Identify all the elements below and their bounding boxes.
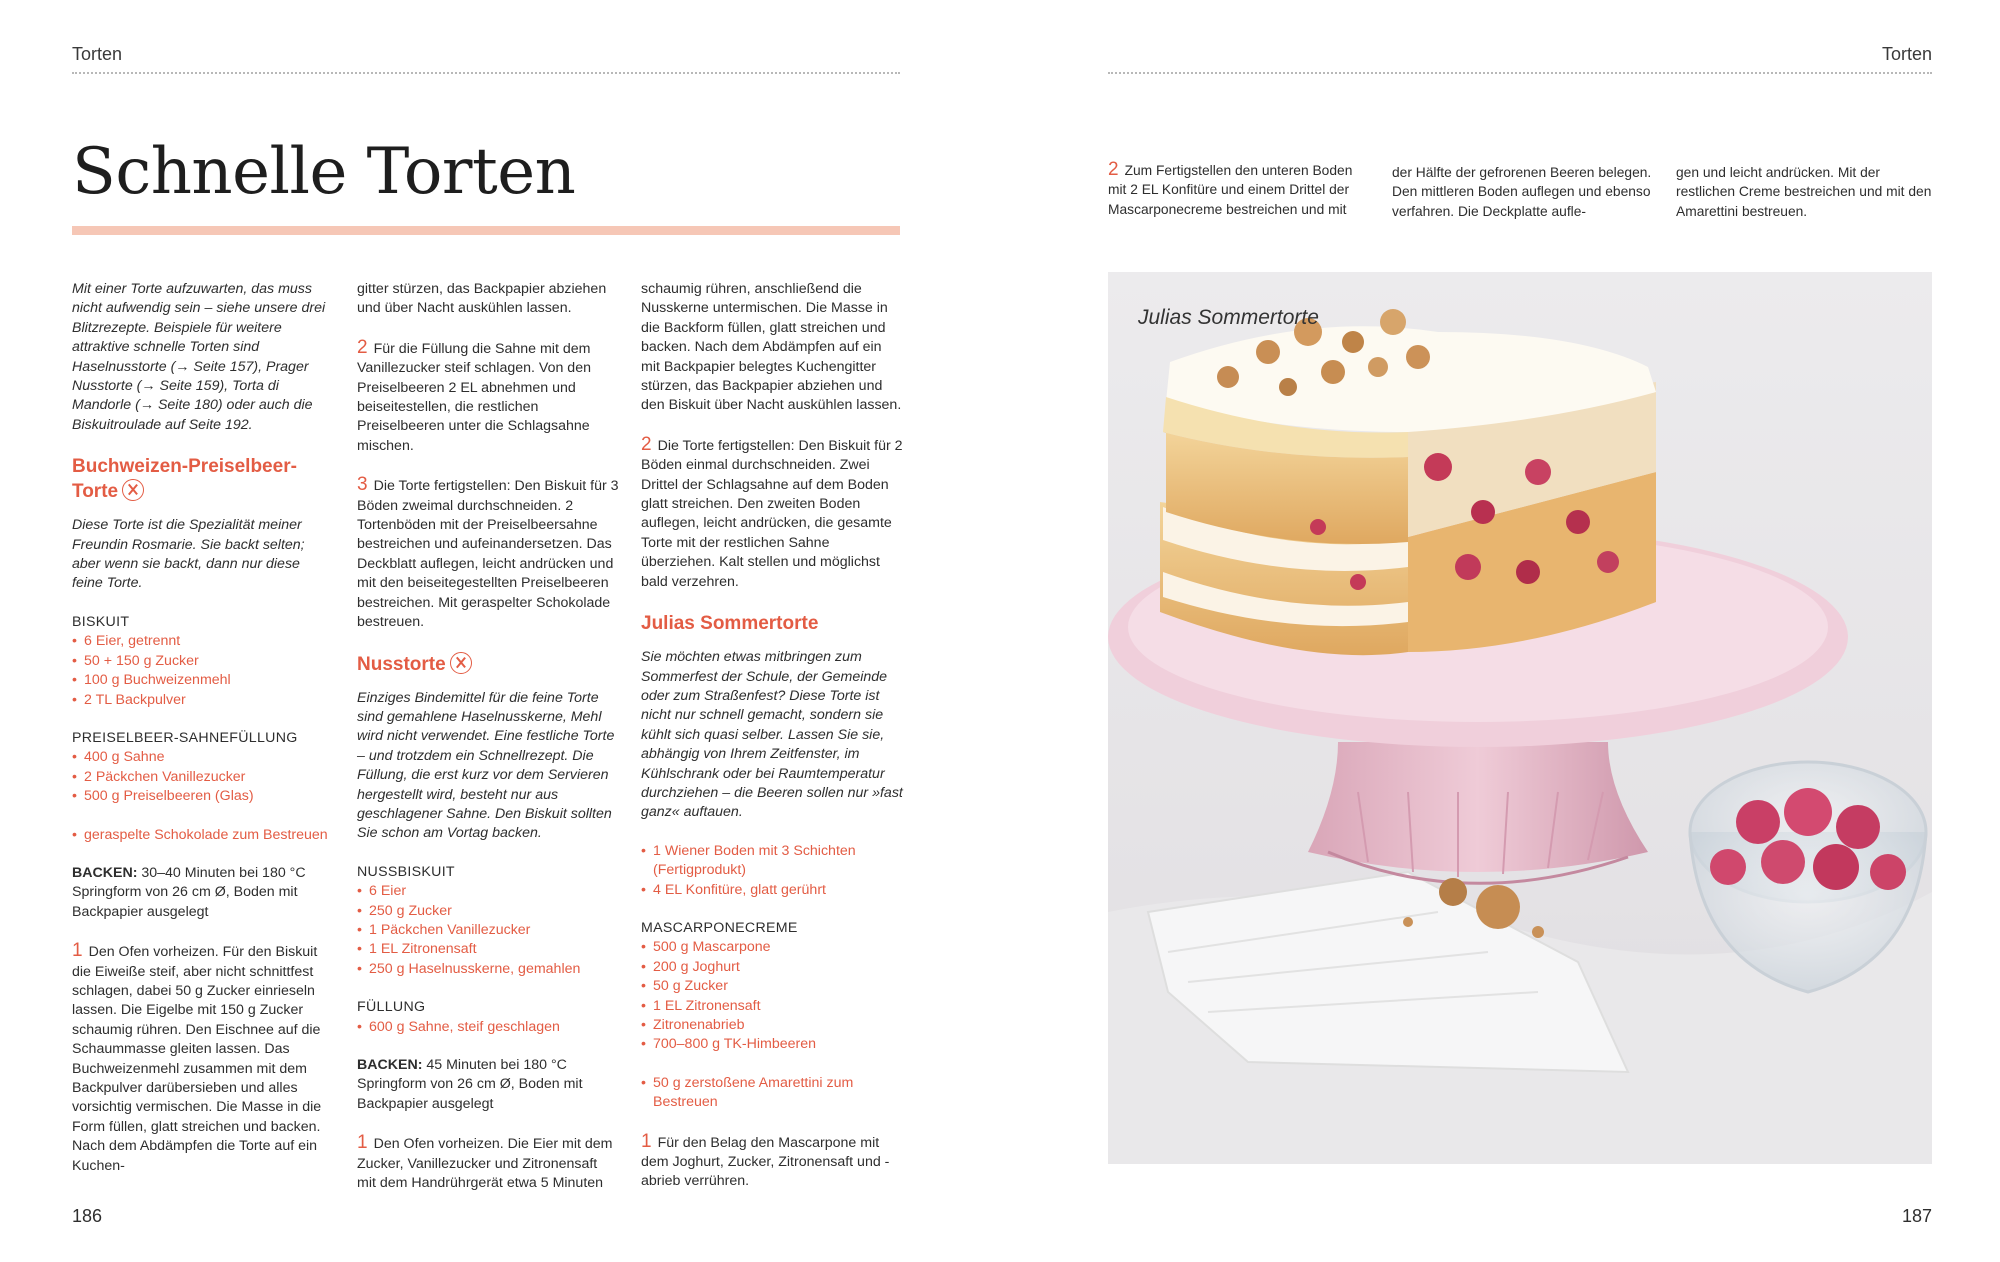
step-column-3: gen und leicht andrücken. Mit der restlichen Creme bestreichen und mit den Amarettini bestreuen. xyxy=(1676,165,1932,219)
ingredient-item: • 50 g Zucker xyxy=(641,977,903,996)
step-text: Zum Fertigstellen den unteren Boden mit 2 EL Konfitüre und einem Drittel der Mascarponecreme bestreichen und mit xyxy=(1108,163,1353,217)
ingredient-list xyxy=(72,748,330,806)
ingredient-list xyxy=(641,1074,903,1113)
ingredient-item: • 50 + 150 g Zucker xyxy=(72,652,330,671)
ingredient-item: • 500 g Preiselbeeren (Glas) xyxy=(72,787,330,806)
step-text: Für die Füllung die Sahne mit dem Vanillezucker steif schlagen. Von den Preiselbeeren 2 EL abnehmen und beiseitestellen, die restlichen Preiselbeeren unter die Schlagsahne mischen. xyxy=(357,340,591,454)
ingredient-item: • 400 g Sahne xyxy=(72,748,330,767)
ingredient-item: • 600 g Sahne, steif geschlagen xyxy=(357,1018,619,1037)
page-number-left: 186 xyxy=(72,1206,103,1226)
ingredient-item: • 6 Eier, getrennt xyxy=(72,632,330,651)
quick-recipe-icon xyxy=(450,652,472,674)
recipe-intro: Diese Torte ist die Spezialität meiner Freundin Rosmarie. Sie backt selten; aber wenn sie backt, dann nur diese feine Torte. xyxy=(72,517,305,592)
ingredient-list xyxy=(357,1018,619,1037)
ingredient-item: • 2 Päckchen Vanillezucker xyxy=(72,768,330,787)
step-text: Für den Belag den Mascarpone mit dem Joghurt, Zucker, Zitronensaft und -abrieb verrühren. xyxy=(641,1134,890,1190)
step-number: 3 xyxy=(357,474,368,496)
baking-text: 30–40 Minuten bei 180 °C Springform von 26 cm Ø, Boden mit Backpapier ausgelegt xyxy=(72,864,306,920)
recipe-intro: Einziges Bindemittel für die feine Torte sind gemahlene Haselnusskerne, Mehl wird nicht verwendet. Eine festliche Torte – und trotzdem ein Schnellrezept. Die Füllung, die erst kurz vor dem Servieren hergestellt wird, besteht nur aus geschlagener Sahne. Den Biskuit sollten Sie schon am Vortag backen. xyxy=(357,689,615,842)
baking-info xyxy=(357,1056,619,1114)
cake-photo xyxy=(1108,272,1932,1164)
step-number: 1 xyxy=(641,1130,652,1152)
page-title: Schnelle Torten xyxy=(72,135,576,209)
step-number: 2 xyxy=(641,433,652,455)
step-number: 1 xyxy=(72,940,83,962)
ingredient-heading: FÜLLUNG xyxy=(357,999,426,1016)
step xyxy=(357,1133,619,1193)
ingredient-item: • geraspelte Schokolade zum Bestreuen xyxy=(72,826,330,845)
ingredient-item: • 700–800 g TK-Himbeeren xyxy=(641,1035,903,1054)
running-head-left: Torten xyxy=(72,44,123,64)
title-underline xyxy=(72,226,900,235)
recipe-intro: Sie möchten etwas mitbringen zum Sommerfest der Schule, der Gemeinde oder zum Straßenfest? Diese Torte ist nicht nur schnell gemacht, sondern sie kühlt sich quasi selber. Lassen Sie sie, abhängig von Ihrem Zeitfenster, im Kühlschrank oder bei Raumtemperatur durchziehen – die Beeren sollen nur »fast ganz« auftauen. xyxy=(641,649,903,821)
ingredient-list xyxy=(641,938,903,1054)
baking-info xyxy=(72,864,330,922)
recipe-title-sommertorte: Julias Sommertorte xyxy=(641,613,819,635)
step xyxy=(641,1132,903,1192)
ingredient-list xyxy=(357,882,619,979)
ingredient-item: • 250 g Zucker xyxy=(357,902,619,921)
baking-label: BACKEN: xyxy=(72,864,138,881)
ingredient-item: • 100 g Buchweizenmehl xyxy=(72,671,330,690)
ingredient-heading: BISKUIT xyxy=(72,613,130,630)
ingredient-item: • 6 Eier xyxy=(357,882,619,901)
baking-label: BACKEN: xyxy=(357,1057,423,1073)
ingredient-list xyxy=(72,632,330,710)
text-column-3 xyxy=(641,280,903,1211)
ingredient-heading: PREISELBEER-SAHNEFÜLLUNG xyxy=(72,729,298,746)
ingredient-item: • 1 EL Zitronensaft xyxy=(357,940,619,959)
ingredient-item: • 200 g Joghurt xyxy=(641,958,903,977)
continued-text: gitter stürzen, das Backpapier abziehen und über Nacht auskühlen lassen. xyxy=(357,281,607,317)
step-number: 2 xyxy=(1108,159,1119,180)
ingredient-item: • 50 g zerstoßene Amarettini zum Bestreuen xyxy=(641,1074,903,1113)
recipe-title-text: Nusstorte xyxy=(357,653,446,675)
continued-text: schaumig rühren, anschließend die Nusskerne untermischen. Die Masse in die Backform füllen, glatt streichen und backen. Nach dem Abdämpfen auf ein mit Backpapier belegtes Kuchengitter stürzen, das Backpapier abziehen und den Biskuit über Nacht auskühlen lassen. xyxy=(641,281,902,414)
text-column-2 xyxy=(357,280,619,1212)
step-text: Den Ofen vorheizen. Für den Biskuit die Eiweiße steif, aber nicht schnittfest schlagen, dabei 50 g Zucker einrieseln lassen. Die Eigelbe mit 150 g Zucker schaumig rühren. Den Eischnee auf die Schaummasse gleiten lassen. Das Buchweizenmehl zusammen mit dem Backpulver darübersieben und alles vorsichtig vermischen. Die Masse in die Form füllen, glatt streichen und backen. Nach dem Abdämpfen die Torte auf ein Kuchen- xyxy=(72,944,322,1174)
step-text: Den Ofen vorheizen. Die Eier mit dem Zucker, Vanillezucker und Zitronensaft mit dem Handrührgerät etwa 5 Minuten xyxy=(357,1136,613,1192)
step xyxy=(641,435,903,592)
quick-recipe-icon xyxy=(122,479,144,501)
recipe-title-buchweizen xyxy=(72,454,330,504)
ingredient-heading: NUSSBISKUIT xyxy=(357,863,455,880)
step-text: Die Torte fertigstellen: Den Biskuit für 3 Böden zweimal durchschneiden. 2 Tortenböden mit der Preiselbeersahne bestreichen und aufeinandersetzen. Das Deckblatt auflegen, leicht andrücken und mit den beiseitegestellten Preiselbeeren bestreichen. Mit geraspelter Schokolade bestreuen. xyxy=(357,478,619,631)
step xyxy=(357,475,619,632)
ingredient-heading: MASCARPONECREME xyxy=(641,919,798,936)
recipe-title-text: Buchweizen-Preiselbeer-Torte xyxy=(72,456,297,503)
page-number-right: 187 xyxy=(1901,1206,1932,1226)
step-column-1 xyxy=(1108,160,1370,219)
recipe-title-nusstorte xyxy=(357,652,619,677)
step xyxy=(72,941,330,1176)
header-divider-left xyxy=(72,72,900,74)
ingredient-item: • 2 TL Backpulver xyxy=(72,691,330,710)
header-divider-right xyxy=(1108,72,1932,74)
ingredient-item: • 500 g Mascarpone xyxy=(641,938,903,957)
step-number: 2 xyxy=(357,336,368,358)
ingredient-item: • 250 g Haselnusskerne, gemahlen xyxy=(357,960,619,979)
ingredient-item: • 1 Päckchen Vanillezucker xyxy=(357,921,619,940)
ingredient-item: • Zitronenabrieb xyxy=(641,1016,903,1035)
ingredient-item: • 1 EL Zitronensaft xyxy=(641,997,903,1016)
step xyxy=(357,338,619,456)
ingredient-item: • 4 EL Konfitüre, glatt gerührt xyxy=(641,881,903,900)
text-column-1 xyxy=(72,280,330,1195)
ingredient-list xyxy=(641,842,903,900)
step-number: 1 xyxy=(357,1132,368,1154)
step-column-2: der Hälfte der gefrorenen Beeren belegen. Den mittleren Boden auflegen und ebenso verfahren. Die Deckplatte aufle- xyxy=(1392,165,1652,219)
chapter-intro: Mit einer Torte aufzuwarten, das muss nicht aufwendig sein – siehe unsere drei Blitzrezepte. Beispiele für weitere attraktive schnelle Torten sind Haselnusstorte (→ Seite 157), Prager Nusstorte (→ Seite 159), Torta di Mandorle (→ Seite 180) oder auch die Biskuitroulade auf Seite 192. xyxy=(72,281,326,433)
ingredient-item: • 1 Wiener Boden mit 3 Schichten (Fertigprodukt) xyxy=(641,842,903,881)
running-head-right: Torten xyxy=(1881,44,1932,64)
baking-text: 45 Minuten bei 180 °C Springform von 26 cm Ø, Boden mit Backpapier ausgelegt xyxy=(357,1057,583,1112)
step-text: Die Torte fertigstellen: Den Biskuit für 2 Böden einmal durchschneiden. Zwei Drittel der Schlagsahne auf dem Boden glatt streichen. Den zweiten Boden auflegen, leicht andrücken, die gesamte Torte mit der restlichen Sahne überziehen. Kalt stellen und möglichst bald verzehren. xyxy=(641,437,903,590)
ingredient-list xyxy=(72,826,330,845)
photo-caption: Julias Sommertorte xyxy=(1138,306,1319,329)
